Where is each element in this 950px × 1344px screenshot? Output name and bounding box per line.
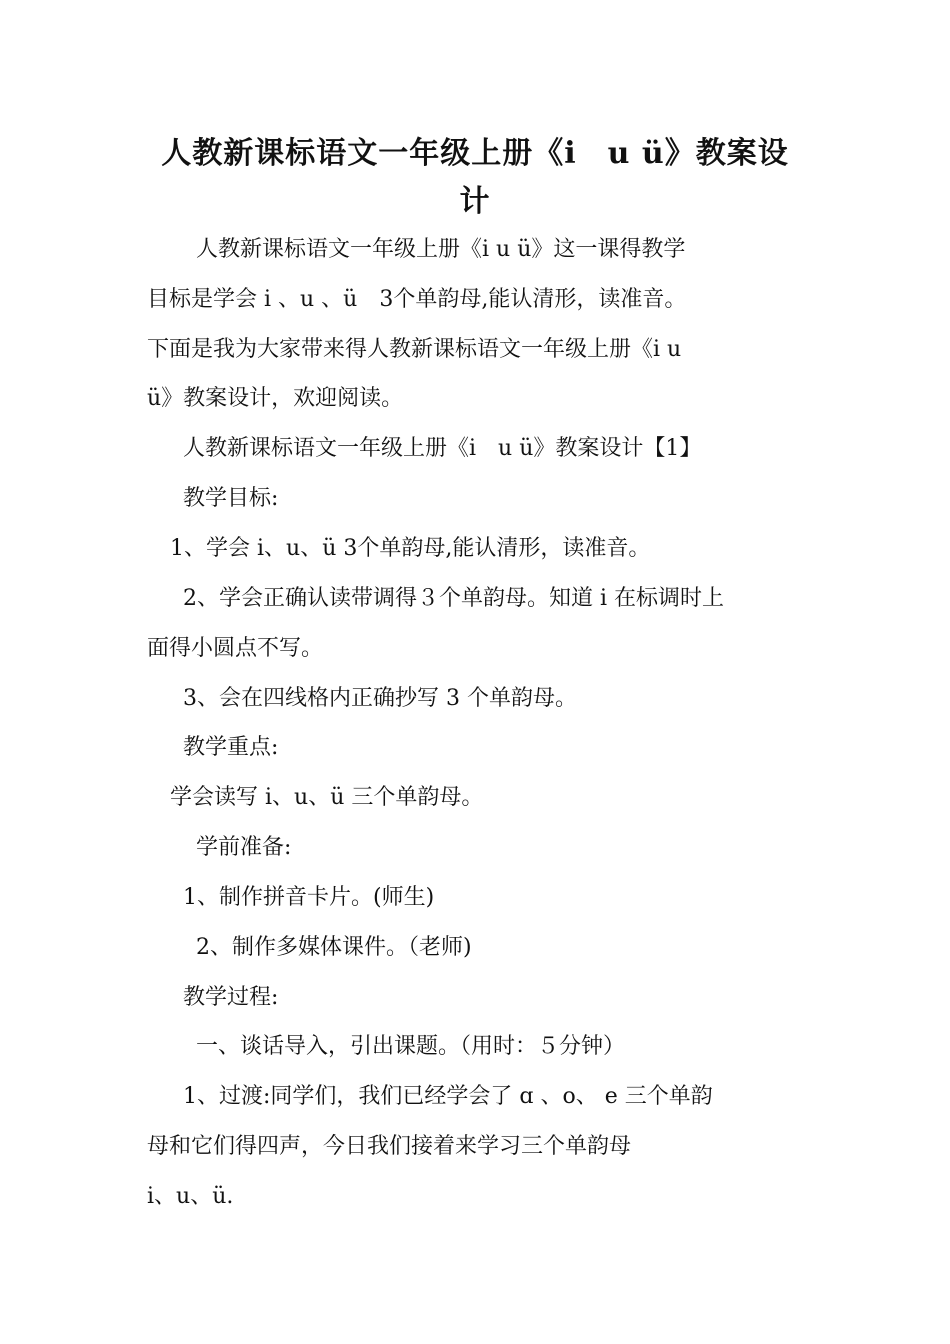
process-step-1: 一、谈话导入，引出课题。（用时：５分钟） [196,1034,626,1059]
preparation-heading: 学前准备: [196,835,292,860]
intro-line-3: 下面是我为大家带来得人教新课标语文一年级上册《i u [147,337,682,362]
objective-3: 3、会在四线格内正确抄写 3 个单韵母。 [183,686,577,711]
objective-2: 2、学会正确认读带调得３个单韵母。知道 i 在标调时上 [183,586,725,611]
process-step-1-1-cont: 母和它们得四声，今日我们接着来学习三个单韵母 [147,1134,632,1159]
section-heading: 人教新课标语文一年级上册《i u ü》教案设计【1】 [183,436,702,461]
key-points-heading: 教学重点: [183,735,279,760]
process-heading: 教学过程: [183,985,279,1010]
preparation-1: 1、制作拼音卡片。(师生) [183,885,435,910]
objectives-heading: 教学目标: [183,486,279,511]
intro-line-1: 人教新课标语文一年级上册《i u ü》这一课得教学 [196,237,686,262]
intro-line-2: 目标是学会 i 、u 、ü 3个单韵母,能认清形，读准音。 [147,287,687,312]
objective-2-cont: 面得小圆点不写。 [147,636,324,661]
objective-1: 1、学会 i、u、ü 3个单韵母,能认清形，读准音。 [170,536,651,561]
title-line-2: 计 [459,184,491,219]
process-step-1-1: 1、过渡:同学们，我们已经学会了 ɑ 、o、 e 三个单韵 [183,1084,713,1109]
title-line-1: 人教新课标语文一年级上册《i u ü》教案设 [161,136,789,171]
intro-line-4: ü》教案设计，欢迎阅读。 [147,386,404,411]
key-point-1: 学会读写 i、u、ü 三个单韵母。 [170,785,484,810]
document-title [140,130,810,226]
process-step-1-1-end: i、u、ü. [147,1184,234,1209]
preparation-2: 2、制作多媒体课件。（老师) [196,935,472,960]
